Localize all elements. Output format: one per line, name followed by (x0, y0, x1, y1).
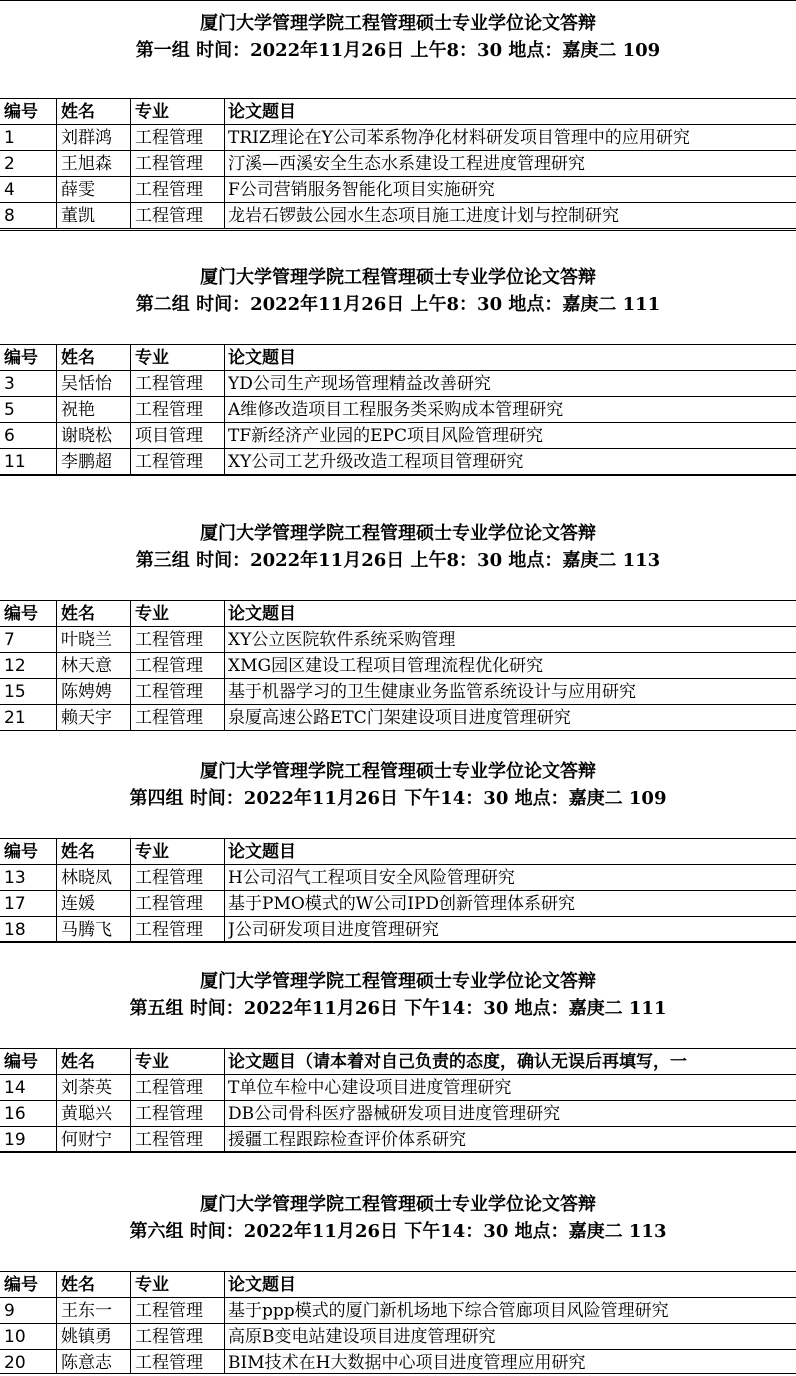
table-cell-no: 9 (4, 1301, 15, 1321)
column-divider (130, 838, 131, 942)
table-cell-name: 刘群鸿 (61, 128, 112, 148)
column-header-major: 专业 (135, 102, 169, 122)
column-divider (130, 600, 131, 730)
column-divider (130, 344, 131, 474)
table-cell-topic: F公司营销服务智能化项目实施研究 (228, 180, 495, 200)
column-header-topic: 论文题目（请本着对自己负责的态度，确认无误后再填写，一 (228, 1052, 687, 1072)
table-border-bottom (0, 1152, 796, 1153)
column-divider (130, 1048, 131, 1152)
table-cell-major: 工程管理 (135, 1078, 203, 1098)
column-divider (224, 838, 225, 942)
group-subtitle: 第一组 时间：2022年11月26日 上午8：30 地点：嘉庚二 109 (135, 40, 661, 61)
table-cell-name: 黄聪兴 (61, 1104, 112, 1124)
table-cell-major: 工程管理 (135, 868, 203, 888)
table-cell-name: 薛雯 (61, 180, 95, 200)
table-cell-no: 11 (4, 452, 26, 472)
table-cell-topic: 基于机器学习的卫生健康业务监管系统设计与应用研究 (228, 682, 636, 702)
table-cell-topic: T单位车检中心建设项目进度管理研究 (228, 1078, 512, 1098)
column-header-major: 专业 (135, 348, 169, 368)
column-header-no: 编号 (4, 604, 38, 624)
table-cell-no: 14 (4, 1078, 26, 1098)
table-cell-name: 董凯 (61, 206, 95, 226)
table-cell-name: 王东一 (61, 1301, 112, 1321)
column-header-topic: 论文题目 (228, 1275, 296, 1295)
table-cell-major: 工程管理 (135, 154, 203, 174)
table-cell-topic: XY公立医院软件系统采购管理 (228, 630, 456, 650)
group-border-top (0, 230, 796, 231)
table-cell-no: 1 (4, 128, 15, 148)
group-title: 厦门大学管理学院工程管理硕士专业学位论文答辩 (200, 971, 596, 992)
group-title: 厦门大学管理学院工程管理硕士专业学位论文答辩 (200, 267, 596, 288)
column-header-no: 编号 (4, 102, 38, 122)
table-cell-major: 工程管理 (135, 128, 203, 148)
table-cell-topic: XY公司工艺升级改造工程项目管理研究 (228, 452, 524, 472)
table-cell-major: 工程管理 (135, 400, 203, 420)
column-header-name: 姓名 (61, 348, 95, 368)
column-header-no: 编号 (4, 1052, 38, 1072)
column-divider (224, 98, 225, 228)
table-cell-no: 10 (4, 1327, 26, 1347)
column-header-name: 姓名 (61, 102, 95, 122)
column-header-name: 姓名 (61, 604, 95, 624)
table-cell-no: 6 (4, 426, 15, 446)
table-cell-major: 工程管理 (135, 920, 203, 940)
table-cell-no: 3 (4, 374, 15, 394)
column-header-major: 专业 (135, 842, 169, 862)
table-cell-name: 吴恬怡 (61, 374, 112, 394)
column-header-topic: 论文题目 (228, 604, 296, 624)
table-cell-topic: TF新经济产业园的EPC项目风险管理研究 (228, 426, 543, 446)
column-divider (224, 1048, 225, 1152)
column-divider (130, 98, 131, 228)
table-cell-name: 谢晓松 (61, 426, 112, 446)
table-cell-major: 工程管理 (135, 1104, 203, 1124)
table-cell-name: 连媛 (61, 894, 95, 914)
table-cell-topic: J公司研发项目进度管理研究 (228, 920, 439, 940)
group-subtitle: 第四组 时间：2022年11月26日 下午14：30 地点：嘉庚二 109 (129, 788, 667, 809)
column-divider (56, 344, 57, 474)
table-cell-name: 祝艳 (61, 400, 95, 420)
column-header-no: 编号 (4, 842, 38, 862)
column-divider (56, 1271, 57, 1373)
column-header-name: 姓名 (61, 842, 95, 862)
table-cell-no: 20 (4, 1353, 26, 1373)
column-divider (130, 1271, 131, 1373)
table-cell-name: 陈意志 (61, 1353, 112, 1373)
column-divider (56, 600, 57, 730)
table-cell-topic: 龙岩石锣鼓公园水生态项目施工进度计划与控制研究 (228, 206, 619, 226)
column-divider (224, 1271, 225, 1373)
table-cell-topic: 基于ppp模式的厦门新机场地下综合管廊项目风险管理研究 (228, 1301, 669, 1321)
table-cell-name: 林天意 (61, 656, 112, 676)
table-cell-no: 12 (4, 656, 26, 676)
column-divider (56, 1048, 57, 1152)
table-cell-topic: 基于PMO模式的W公司IPD创新管理体系研究 (228, 894, 576, 914)
table-cell-topic: XMG园区建设工程项目管理流程优化研究 (228, 656, 544, 676)
table-cell-major: 工程管理 (135, 452, 203, 472)
column-header-topic: 论文题目 (228, 102, 296, 122)
table-cell-major: 工程管理 (135, 1353, 203, 1373)
group-subtitle: 第三组 时间：2022年11月26日 上午8：30 地点：嘉庚二 113 (135, 550, 661, 571)
table-cell-topic: H公司沼气工程项目安全风险管理研究 (228, 868, 515, 888)
table-cell-name: 林晓凤 (61, 868, 112, 888)
column-header-major: 专业 (135, 1275, 169, 1295)
group-border-top (0, 730, 796, 731)
column-header-topic: 论文题目 (228, 348, 296, 368)
table-border-bottom (0, 228, 796, 229)
table-cell-major: 工程管理 (135, 206, 203, 226)
column-divider (224, 344, 225, 474)
group-subtitle: 第五组 时间：2022年11月26日 下午14：30 地点：嘉庚二 111 (129, 998, 667, 1019)
group-border-top (0, 0, 796, 1)
table-cell-topic: 汀溪—西溪安全生态水系建设工程进度管理研究 (228, 154, 585, 174)
table-cell-topic: A维修改造项目工程服务类采购成本管理研究 (228, 400, 564, 420)
table-cell-major: 工程管理 (135, 1327, 203, 1347)
table-cell-topic: 援疆工程跟踪检查评价体系研究 (228, 1130, 466, 1150)
table-cell-major: 工程管理 (135, 374, 203, 394)
table-cell-no: 8 (4, 206, 15, 226)
table-cell-no: 16 (4, 1104, 26, 1124)
table-cell-no: 7 (4, 630, 15, 650)
table-cell-no: 5 (4, 400, 15, 420)
table-cell-no: 13 (4, 868, 26, 888)
column-header-no: 编号 (4, 1275, 38, 1295)
group-subtitle: 第六组 时间：2022年11月26日 下午14：30 地点：嘉庚二 113 (129, 1221, 667, 1242)
table-cell-topic: 泉厦高速公路ETC门架建设项目进度管理研究 (228, 708, 571, 728)
table-cell-topic: 高原B变电站建设项目进度管理研究 (228, 1327, 496, 1347)
column-header-name: 姓名 (61, 1275, 95, 1295)
column-header-major: 专业 (135, 1052, 169, 1072)
table-cell-topic: TRIZ理论在Y公司苯系物净化材料研发项目管理中的应用研究 (228, 128, 690, 148)
table-cell-major: 工程管理 (135, 180, 203, 200)
table-border-bottom (0, 942, 796, 943)
table-cell-name: 王旭森 (61, 154, 112, 174)
table-cell-major: 工程管理 (135, 708, 203, 728)
column-divider (224, 600, 225, 730)
group-border-top (0, 475, 796, 476)
table-cell-name: 姚镇勇 (61, 1327, 112, 1347)
table-cell-no: 21 (4, 708, 26, 728)
table-cell-major: 项目管理 (135, 426, 203, 446)
column-header-topic: 论文题目 (228, 842, 296, 862)
table-cell-topic: YD公司生产现场管理精益改善研究 (228, 374, 491, 394)
table-cell-major: 工程管理 (135, 1301, 203, 1321)
column-header-name: 姓名 (61, 1052, 95, 1072)
column-header-no: 编号 (4, 348, 38, 368)
table-cell-name: 刘荼英 (61, 1078, 112, 1098)
table-cell-no: 4 (4, 180, 15, 200)
table-cell-name: 马腾飞 (61, 920, 112, 940)
group-title: 厦门大学管理学院工程管理硕士专业学位论文答辩 (200, 523, 596, 544)
group-title: 厦门大学管理学院工程管理硕士专业学位论文答辩 (200, 761, 596, 782)
table-cell-name: 叶晓兰 (61, 630, 112, 650)
group-border-top (0, 941, 796, 942)
group-title: 厦门大学管理学院工程管理硕士专业学位论文答辩 (200, 13, 596, 34)
table-cell-name: 赖天宇 (61, 708, 112, 728)
column-divider (56, 838, 57, 942)
table-cell-name: 李鹏超 (61, 452, 112, 472)
table-cell-no: 18 (4, 920, 26, 940)
group-subtitle: 第二组 时间：2022年11月26日 上午8：30 地点：嘉庚二 111 (135, 294, 661, 315)
column-header-major: 专业 (135, 604, 169, 624)
table-cell-name: 何财宁 (61, 1130, 112, 1150)
table-cell-no: 15 (4, 682, 26, 702)
group-title: 厦门大学管理学院工程管理硕士专业学位论文答辩 (200, 1194, 596, 1215)
group-border-top (0, 1151, 796, 1152)
table-cell-major: 工程管理 (135, 1130, 203, 1150)
table-cell-no: 2 (4, 154, 15, 174)
table-cell-topic: BIM技术在H大数据中心项目进度管理应用研究 (228, 1353, 586, 1373)
table-cell-topic: DB公司骨科医疗器械研发项目进度管理研究 (228, 1104, 561, 1124)
table-cell-name: 陈娉娉 (61, 682, 112, 702)
table-cell-no: 19 (4, 1130, 26, 1150)
table-cell-major: 工程管理 (135, 630, 203, 650)
table-cell-major: 工程管理 (135, 894, 203, 914)
table-cell-major: 工程管理 (135, 682, 203, 702)
column-divider (56, 98, 57, 228)
table-cell-major: 工程管理 (135, 656, 203, 676)
table-cell-no: 17 (4, 894, 26, 914)
